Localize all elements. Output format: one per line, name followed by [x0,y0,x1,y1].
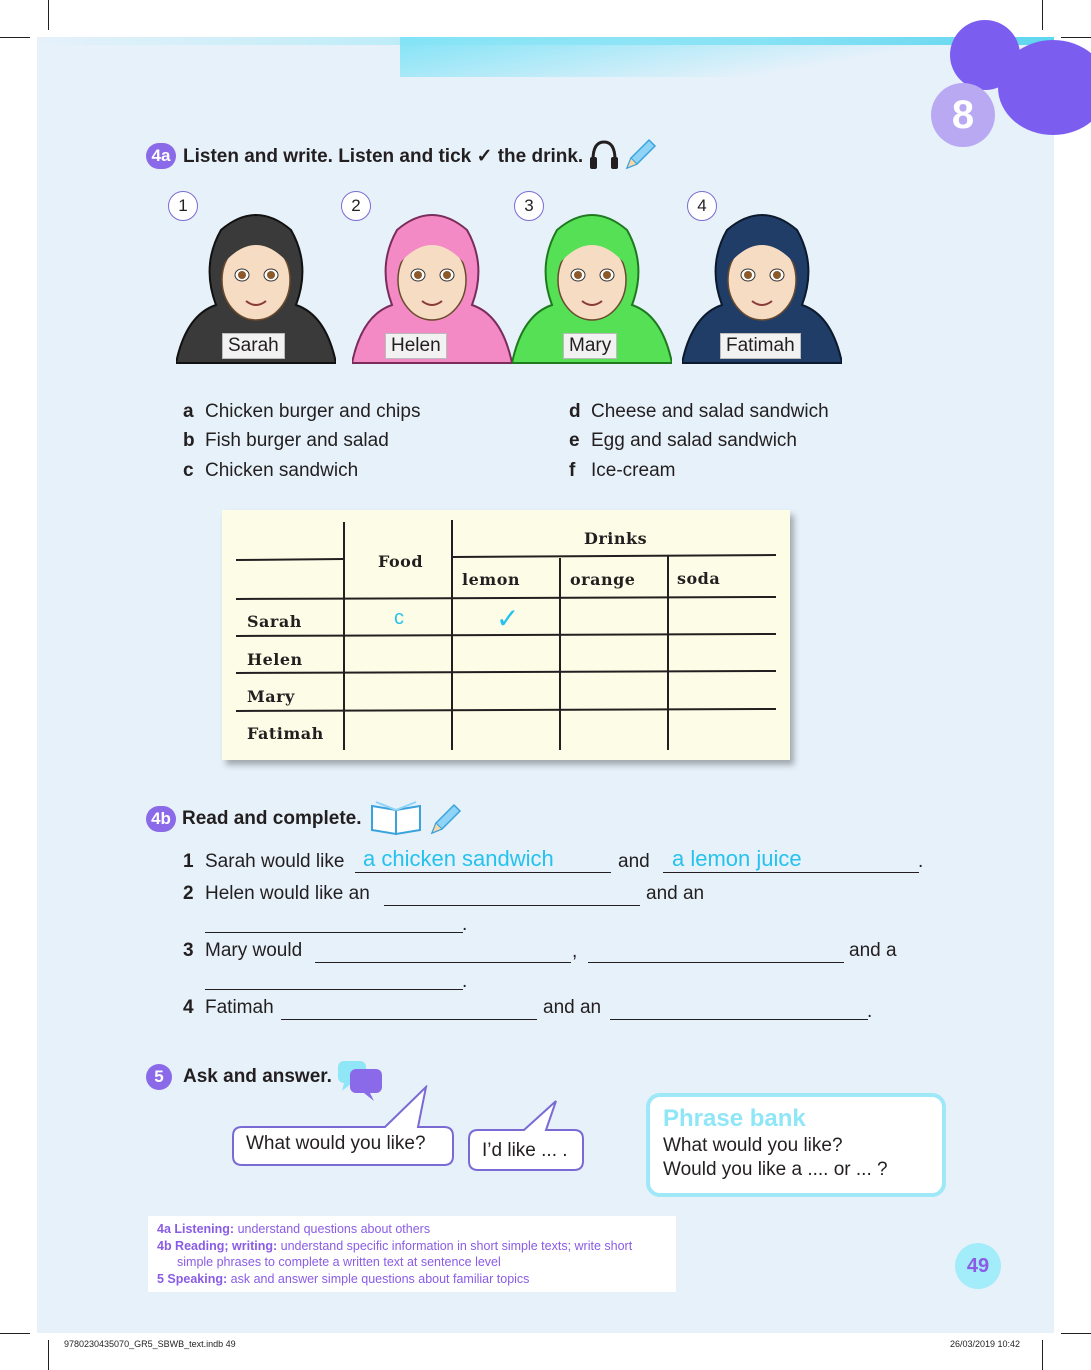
objective-4b-cont: simple phrases to complete a written text at sentence level [177,1255,501,1269]
section-4b-badge: 4b [146,806,176,832]
option-a: a Chicken burger and chips [183,401,421,422]
row-label-mary: Mary [247,687,295,706]
drink-col-soda: soda [677,569,721,588]
sentence-4-start: 4 Fatimah [183,997,274,1018]
name-label-helen: Helen [385,333,447,359]
child-number-2: 2 [341,191,371,221]
option-d: d Cheese and salad sandwich [569,401,829,422]
crop-mark [1061,1333,1091,1334]
phrase-bank-line-2: Would you like a .... or ... ? [663,1159,888,1180]
sentence-4-and: and an [543,997,602,1018]
answer-line-2b[interactable] [205,910,463,933]
phrase-bank-box [646,1093,946,1197]
section-4a-badge: 4a [146,143,176,169]
answer-1b: a lemon juice [672,846,802,871]
sentence-1-start: 1 Sarah would like [183,851,345,872]
sentence-3-start: 3 Mary would [183,940,303,961]
drink-col-lemon: lemon [462,570,520,589]
sentence-3-comma: , [572,941,578,962]
food-drinks-table [222,510,790,760]
crop-mark [48,0,49,30]
objective-4b: 4b Reading; writing: understand specific information in short simple texts; write short [157,1239,633,1253]
sentence-3-end: . [462,971,468,992]
sentence-4-end: . [867,1001,873,1022]
headphones-icon [588,138,620,172]
name-label-fatimah: Fatimah [720,333,801,359]
answer-line-3c[interactable] [205,967,463,990]
crop-mark [1042,1340,1043,1370]
table-grid-lines [222,510,790,760]
sentence-2-start: 2 Helen would like an [183,883,370,904]
section-4a-title: Listen and write. Listen and tick ✓ the drink. [183,146,584,167]
child-number-1: 1 [168,191,198,221]
speech-bubble-question: What would you like? [246,1133,426,1154]
answer-line-3b[interactable] [588,940,844,963]
sentence-2-end: . [462,914,468,935]
book-icon [370,800,424,836]
phrase-bank-title: Phrase bank [663,1105,806,1132]
phrase-bank-line-1: What would you like? [663,1135,843,1156]
crop-mark [0,1333,30,1334]
answer-line-2a[interactable] [384,883,640,906]
row-label-sarah: Sarah [247,612,302,631]
section-5-badge: 5 [146,1064,172,1090]
name-label-sarah: Sarah [222,333,285,359]
answer-line-4a[interactable] [281,997,537,1020]
drink-col-orange: orange [570,570,636,589]
row-label-helen: Helen [247,650,303,669]
row-label-fatimah: Fatimah [247,724,324,743]
food-header: Food [378,552,424,571]
sentence-1-and: and [618,851,650,872]
name-label-mary: Mary [563,333,617,359]
sentence-1-end: . [918,851,924,872]
option-f: f Ice-cream [569,460,676,481]
crop-mark [1061,37,1091,38]
objective-5: 5 Speaking: ask and answer simple questions about familiar topics [157,1272,530,1286]
child-number-4: 4 [687,191,717,221]
answer-line-4b[interactable] [610,997,868,1020]
section-5-title: Ask and answer. [183,1066,332,1087]
sentence-2-and: and an [646,883,705,904]
option-b: b Fish burger and salad [183,430,389,451]
crop-mark [48,1340,49,1370]
drinks-header: Drinks [584,529,648,548]
example-food-answer: c [394,607,404,629]
speech-bubble-question-shape [230,1085,460,1170]
option-e: e Egg and salad sandwich [569,430,797,451]
slug-date: 26/03/2019 10:42 [950,1339,1021,1349]
learning-objectives-box [148,1216,676,1292]
child-number-3: 3 [514,191,544,221]
top-gradient-wedge [400,37,1000,77]
sentence-3-and: and a [849,940,897,961]
answer-1a: a chicken sandwich [363,846,554,871]
pencil-icon [621,138,657,174]
example-tick: ✓ [496,602,520,635]
option-c: c Chicken sandwich [183,460,359,481]
speech-bubble-answer-shape [466,1098,588,1174]
pencil-icon [426,803,462,839]
crop-mark [0,37,30,38]
speech-bubble-answer: I’d like ... . [482,1140,568,1161]
section-4b-title: Read and complete. [182,808,362,829]
answer-line-3a[interactable] [315,940,571,963]
unit-number-badge: 8 [931,83,995,147]
page-number: 49 [955,1243,1001,1289]
objective-4a: 4a Listening: understand questions about others [157,1222,431,1236]
slug-file-name: 9780230435070_GR5_SBWB_text.indb 49 [64,1339,236,1349]
crop-mark [1042,0,1043,30]
